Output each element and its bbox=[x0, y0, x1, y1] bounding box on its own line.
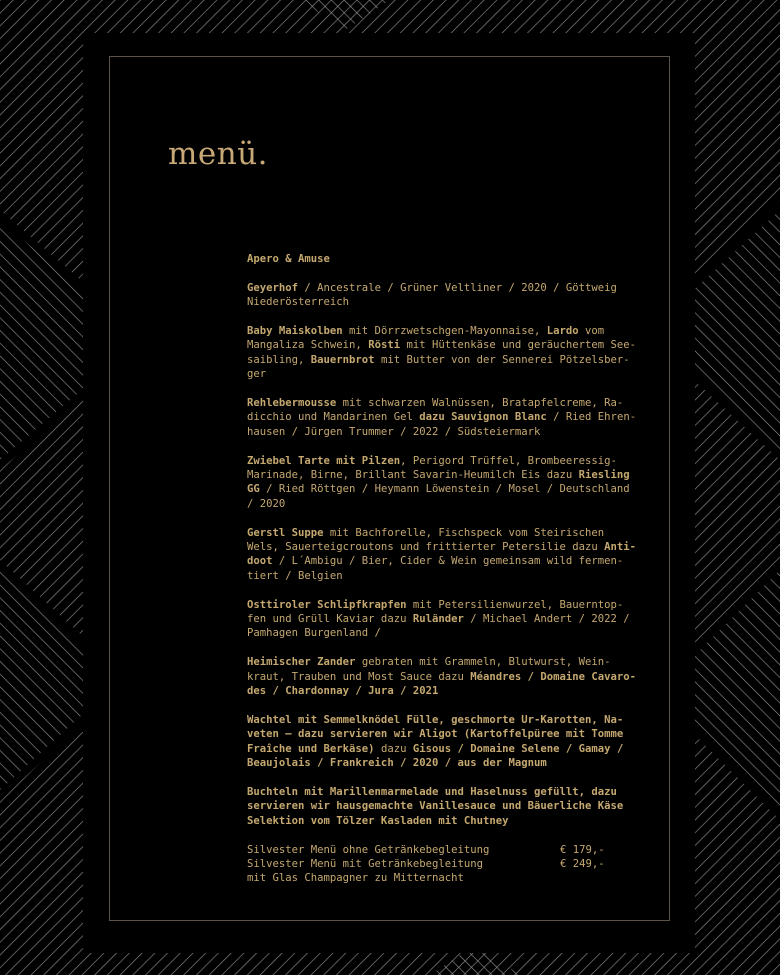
course-text: Niederösterreich bbox=[247, 296, 350, 309]
course-highlight: Osttiroler Schlipfkrapfen bbox=[247, 598, 407, 611]
price-value: € 179,- bbox=[560, 843, 605, 856]
menu-course bbox=[247, 281, 647, 310]
course-highlight: Méandres / Domaine Cavaro- bbox=[470, 670, 637, 683]
course-highlight: veten – dazu servieren wir Aligot (Kartoffelpüree mit Tomme bbox=[247, 728, 624, 741]
course-text: / L´Ambigu / Bier, Cider & Wein gemeinsam wild fermen- bbox=[272, 555, 624, 568]
course-highlight: Anti- bbox=[604, 541, 637, 554]
menu-course bbox=[247, 713, 647, 771]
course-highlight: Wachtel mit Semmelknödel Fülle, geschmorte Ur-Karotten, Na- bbox=[247, 713, 624, 726]
course-text: hausen / Jürgen Trummer / 2022 / Südsteiermark bbox=[247, 425, 541, 438]
course-text: / Michael Andert / 2022 / bbox=[463, 613, 630, 626]
course-text: mit schwarzen Walnüssen, Bratapfelcreme, Ra- bbox=[336, 397, 624, 410]
course-highlight: Rösti bbox=[368, 339, 401, 352]
price-list bbox=[247, 843, 647, 886]
course-highlight: des / Chardonnay / Jura / 2021 bbox=[247, 685, 439, 698]
course-text: mit Petersilienwurzel, Bauerntop- bbox=[406, 598, 624, 611]
course-highlight: Beaujolais / Frankreich / 2020 / aus der Magnum bbox=[247, 757, 547, 770]
course-text: tiert / Belgien bbox=[247, 569, 343, 582]
course-text: mit Dörrzwetschgen-Mayonnaise, bbox=[342, 325, 547, 337]
course-highlight: Gerstl Suppe bbox=[247, 526, 324, 539]
course-text: Marinade, Birne, Brillant Savarin-Heumilch Eis dazu bbox=[247, 469, 579, 482]
course-text: mit Hüttenkäse und geräuchertem See- bbox=[400, 339, 637, 352]
price-label: Silvester Menü mit Getränkebegleitung bbox=[247, 857, 483, 870]
menu-title: menü. bbox=[168, 136, 269, 172]
course-highlight: dazu Sauvignon Blanc bbox=[419, 411, 547, 424]
course-text: Pamhagen Burgenland / bbox=[247, 627, 381, 640]
course-highlight: Riesling bbox=[578, 469, 630, 482]
course-highlight: Geyerhof bbox=[247, 281, 299, 294]
course-highlight: GG bbox=[247, 483, 260, 496]
course-highlight: Baby Maiskolben bbox=[247, 325, 343, 337]
course-text: mit Bachforelle, Fischspeck vom Steirischen bbox=[323, 526, 605, 539]
menu-course bbox=[247, 655, 647, 698]
course-text: / Ried Ehren- bbox=[546, 411, 637, 424]
course-highlight: Selektion vom Tölzer Kasladen mit Chutney bbox=[247, 814, 509, 827]
course-list bbox=[247, 281, 647, 828]
course-text: gebraten mit Grammeln, Blutwurst, Wein- bbox=[355, 656, 611, 669]
price-label: Silvester Menü ohne Getränkebegleitung bbox=[247, 843, 490, 856]
course-text: / Ancestrale / Grüner Veltliner / 2020 / Göttweig bbox=[298, 281, 617, 294]
price-row bbox=[247, 843, 647, 857]
menu-course bbox=[247, 785, 647, 828]
course-text: / 2020 bbox=[247, 497, 286, 510]
course-text: dazu bbox=[374, 742, 413, 755]
course-highlight: Bauernbrot bbox=[310, 353, 375, 366]
course-highlight: Zwiebel Tarte mit Pilzen bbox=[247, 454, 401, 467]
course-text: Mangaliza Schwein, bbox=[247, 339, 369, 352]
menu-course bbox=[247, 526, 647, 584]
course-highlight: Heimischer Zander bbox=[247, 656, 356, 669]
course-text: mit Butter von der Sennerei Pötzelsber- bbox=[374, 353, 630, 366]
course-highlight: Ruländer bbox=[412, 613, 464, 626]
course-text: fen und Grüll Kaviar dazu bbox=[247, 613, 413, 626]
course-text: kraut, Trauben und Most Sauce dazu bbox=[247, 670, 471, 683]
menu-course bbox=[247, 454, 647, 512]
course-text: ger bbox=[247, 368, 267, 381]
section-heading: Apero & Amuse bbox=[247, 253, 330, 265]
course-text: Wels, Sauerteigcroutons und frittierter Petersilie dazu bbox=[247, 541, 605, 554]
menu-course bbox=[247, 324, 647, 382]
menu-content bbox=[247, 252, 647, 886]
course-text: vom bbox=[578, 325, 605, 337]
course-text: dicchio und Mandarinen Gel bbox=[247, 411, 420, 424]
course-highlight: Lardo bbox=[546, 325, 579, 337]
course-highlight: servieren wir hausgemachte Vanillesauce und Bäuerliche Käse bbox=[247, 800, 624, 813]
course-text: saibling, bbox=[247, 353, 311, 366]
price-row bbox=[247, 857, 647, 871]
course-highlight: Rehlebermousse bbox=[247, 397, 337, 410]
course-highlight: Gisous / Domaine Selene / Gamay / bbox=[412, 742, 624, 755]
course-highlight: doot bbox=[247, 555, 273, 568]
menu-course bbox=[247, 598, 647, 641]
price-note: mit Glas Champagner zu Mitternacht bbox=[247, 872, 464, 885]
course-text: / Ried Röttgen / Heymann Löwenstein / Mosel / Deutschland bbox=[259, 483, 630, 496]
price-value: € 249,- bbox=[560, 857, 605, 870]
menu-course bbox=[247, 396, 647, 439]
course-highlight: Buchteln mit Marillenmarmelade und Haselnuss gefüllt, dazu bbox=[247, 785, 617, 798]
course-text: , Perigord Trüffel, Brombeeressig- bbox=[400, 454, 617, 467]
course-highlight: Fraîche und Berkäse) bbox=[247, 742, 375, 755]
